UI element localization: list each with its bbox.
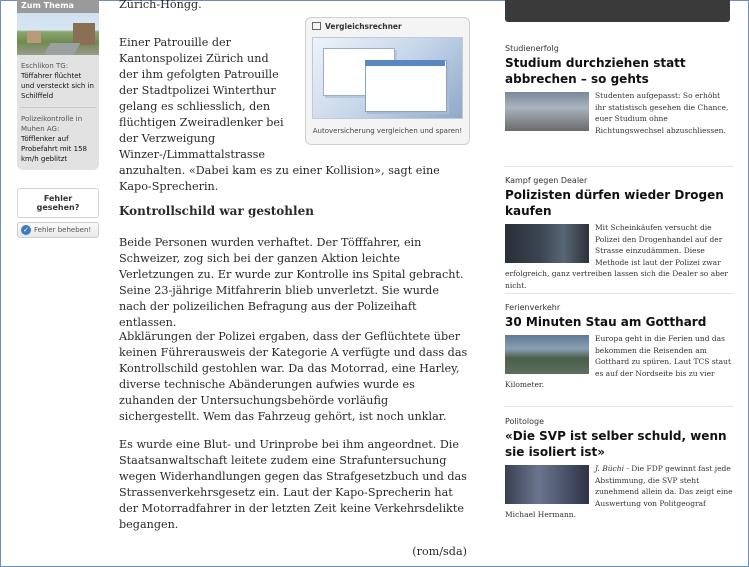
widget-header bbox=[306, 18, 469, 34]
story-teaser-text: Studenten aufgepasst: So erhöht ihr statistisch gesehen die Chance, euer Studium ohne Richtungswechsel abzuschliessen. bbox=[595, 91, 729, 135]
related-topic-title[interactable]: Töffahrer flüchtet und versteckt sich in Schilffeld bbox=[21, 72, 94, 100]
sidebar-story[interactable] bbox=[505, 303, 733, 391]
related-topic-link[interactable] bbox=[17, 61, 99, 101]
story-teaser-text: Mit Scheinkäufen versucht die Polizei den Drogenhandel auf der Strasse einzudämmen. Diese Methode ist laut der Polizei zwar erfolgreich, ganz vertreiben lassen sich die Dealer so aber nicht. bbox=[505, 223, 729, 290]
article-paragraph: Es wurde eine Blut- und Urinprobe bei ihm angeordnet. Die Staatsanwaltschaft leitete zudem eine Strafuntersuchung wegen Widerhandlungen gegen das Strafgesetzbuch und das Strassenverkehrsgesetz ein. Laut der Kapo-Sprecherin hat der Motorradfahrer in der letzten Zeit keine Verkehrsdelikte begangen. bbox=[119, 438, 467, 531]
story-byline: J. Büchi bbox=[595, 464, 624, 473]
story-teaser bbox=[505, 90, 733, 136]
error-question: Fehler gesehen? bbox=[17, 188, 99, 218]
window-icon bbox=[312, 22, 321, 30]
story-kicker: Kampf gegen Dealer bbox=[505, 176, 588, 185]
sidebar-story[interactable] bbox=[505, 176, 733, 292]
related-topics-box bbox=[17, 0, 99, 170]
story-headline[interactable]: «Die SVP ist selber schuld, wenn sie isoliert ist» bbox=[505, 429, 727, 459]
story-teaser bbox=[505, 333, 733, 391]
story-headline[interactable]: 30 Minuten Stau am Gotthard bbox=[505, 315, 707, 329]
widget-caption[interactable]: Autoversicherung vergleichen und sparen! bbox=[312, 127, 463, 135]
fix-error-button[interactable] bbox=[17, 222, 99, 238]
article-subheading: Kontrollschild war gestohlen bbox=[119, 204, 314, 218]
related-topic-title[interactable]: Töfflenker auf Probefahrt mit 158 km/h geblitzt bbox=[21, 135, 87, 163]
related-topics-heading: Zum Thema bbox=[17, 0, 99, 13]
story-thumbnail[interactable] bbox=[505, 92, 589, 131]
article-text: Einer Patrouille der Kantonspolizei Zürich und der ihm gefolgten Patrouille der Stadtpolizei Winterthur gelang es schliesslich, den flüchtigen Zweiradlenker bei der Verzweigung Winzer-/Limmattalstrasse bbox=[119, 36, 284, 161]
story-teaser bbox=[505, 463, 733, 521]
story-kicker: Politologe bbox=[505, 417, 545, 426]
divider bbox=[505, 406, 733, 407]
article-paragraph: Abklärungen der Polizei ergaben, dass der Geflüchtete über keinen Führerausweis der Kategorie A verfügte und dass das Kontrollschild gestohlen war. Da das Motorrad, eine Harley, diverse technische Abänderungen aufwies wurde es zuhanden der Untersuchungsbehörde vorläufig sichergestellt. Wem das Fahrzeug gehört, ist noch unklar. bbox=[119, 330, 468, 423]
left-rail bbox=[17, 0, 101, 238]
related-topic-location: Eschlikon TG: bbox=[21, 62, 69, 70]
right-sidebar bbox=[505, 0, 733, 520]
story-kicker: Studienerfolg bbox=[505, 44, 559, 53]
related-topic-thumbnail[interactable] bbox=[17, 13, 99, 55]
teaser-image[interactable] bbox=[505, 0, 730, 22]
error-report-box bbox=[17, 188, 99, 238]
related-topic-link[interactable] bbox=[17, 114, 99, 164]
check-icon: ✓ bbox=[21, 225, 31, 235]
fix-error-label: Fehler beheben! bbox=[34, 226, 92, 234]
story-teaser bbox=[505, 222, 733, 292]
sidebar-story[interactable] bbox=[505, 44, 733, 136]
story-headline[interactable]: Studium durchziehen statt abbrechen – so gehts bbox=[505, 56, 686, 86]
sidebar-story[interactable] bbox=[505, 417, 733, 521]
story-thumbnail[interactable] bbox=[505, 335, 589, 374]
related-topic-location: Polizeikontrolle in Muhen AG: bbox=[21, 115, 83, 133]
story-teaser-text: Europa geht in die Ferien und das bekommen die Reisenden am Gotthard zu spüren. Laut TCS staut es auf der Nordseite bis zu vier Kilometer. bbox=[505, 334, 731, 390]
story-teaser-text: - Die FDP gewinnt fast jede Abstimmung, die SVP steht zunehmend allein da. Das zeigt eine Auswertung von Politgeograf Michael Hermann. bbox=[505, 464, 733, 520]
divider bbox=[505, 166, 733, 167]
story-thumbnail[interactable] bbox=[505, 465, 589, 504]
article-paragraph: Beide Personen wurden verhaftet. Der Töfffahrer, ein Schweizer, zog sich bei der ganzen Aktion leichte Verletzungen zu. Er wurde zur Kontrolle ins Spital gebracht. Seine 23-jährige Mitfahrerin blieb unverletzt. Sie wurde nach der polizeilichen Befragung aus der Polizeihaft entlassen. bbox=[119, 236, 464, 329]
comparison-calculator-widget[interactable] bbox=[305, 17, 470, 145]
widget-title: Vergleichsrechner bbox=[325, 21, 402, 31]
divider bbox=[505, 293, 733, 294]
story-thumbnail[interactable] bbox=[505, 224, 589, 263]
story-headline[interactable]: Polizisten dürfen wieder Drogen kaufen bbox=[505, 188, 724, 218]
divider bbox=[20, 107, 96, 108]
article-text: anzuhalten. «Dabei kam es zu einer Kollision», sagt eine Kapo-Sprecherin. bbox=[119, 164, 440, 193]
story-kicker: Ferienverkehr bbox=[505, 303, 561, 312]
widget-screenshot[interactable] bbox=[312, 37, 463, 119]
article-source: (rom/sda) bbox=[412, 545, 467, 558]
article-paragraph: Zürich-Höngg. bbox=[119, 0, 202, 11]
